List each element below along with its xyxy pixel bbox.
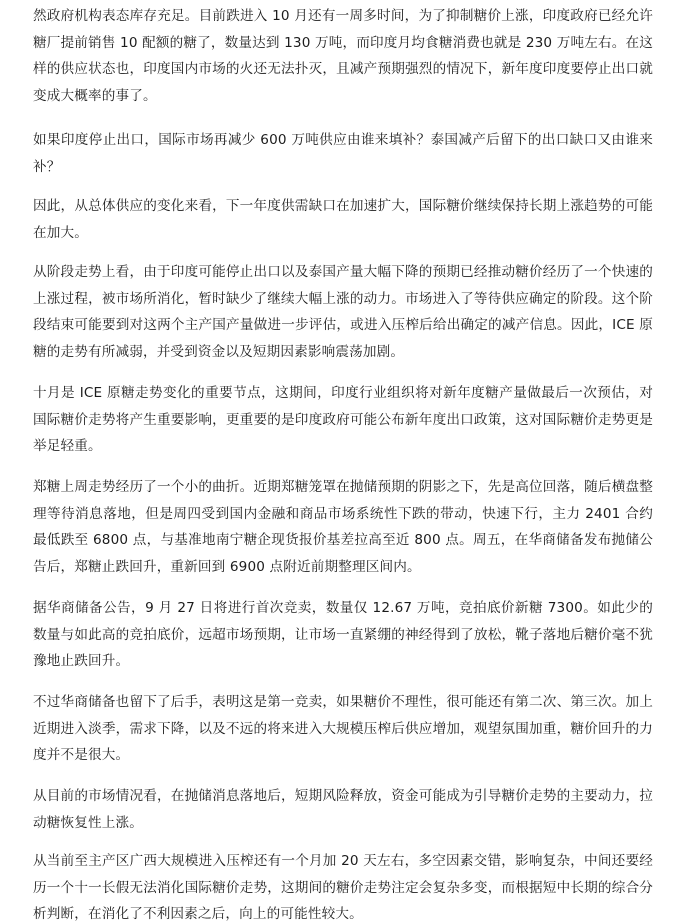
paragraph-reserve-auction: 据华商储备公告，9 月 27 日将进行首次竞卖，数量仅 12.67 万吨，竞拍底价新糖 7300。如此少的数量与如此高的竞拍底价，远超市场预期，让市场一直紧绷的神经得到了放松，靴子落地后糖价毫不犹豫地止跌回升。 (33, 600, 653, 669)
paragraph-india-supply: 然政府机构表态库存充足。目前跌进入 10 月还有一周多时间，为了抑制糖价上涨，印度政府已经允许糖厂提前销售 10 配额的糖了，数量达到 130 万吨，而印度月均食糖消费也就是 230 万吨左右。在这样的供应状态也，印度国内市场的火还无法扑灭，且减产预期强烈的情况下，新年度印度要停止出口就变成大概率的事了。 (33, 8, 653, 104)
paragraph-pressing-season: 从当前至主产区广西大规模进入压榨还有一个月加 20 天左右，多空因素交错，影响复杂，中间还要经历一个十一长假无法消化国际糖价走势，这期间的糖价走势注定会复杂多变，而根据短中长期的综合分析判断，在消化了不利因素之后，向上的可能性较大。 (33, 853, 653, 922)
paragraph-reserve-backup: 不过华商储备也留下了后手，表明这是第一竞卖，如果糖价不理性，很可能还有第二次、第三次。加上近期进入淡季，需求下降，以及不远的将来进入大规模压榨后供应增加，观望氛围加重，糖价回升的力度并不是很大。 (33, 694, 653, 763)
paragraph-zhengzhou-sugar: 郑糖上周走势经历了一个小的曲折。近期郑糖笼罩在抛储预期的阴影之下，先是高位回落，随后横盘整理等待消息落地，但是周四受到国内金融和商品市场系统性下跌的带动，快速下行，主力 2401 合约最低跌至 6800 点，与基准地南宁糖企现货报价基差拉高至近 800 点。周五，在华商储备发布抛储公告后，郑糖止跌回升，重新回到 6900 点附近前期整理区间内。 (33, 479, 653, 575)
paragraph-export-gap-question: 如果印度停止出口，国际市场再减少 600 万吨供应由谁来填补？泰国减产后留下的出口缺口又由谁来补？ (33, 132, 653, 175)
paragraph-stage-trend: 从阶段走势上看，由于印度可能停止出口以及泰国产量大幅下降的预期已经推动糖价经历了一个快速的上涨过程，被市场所消化，暂时缺少了继续大幅上涨的动力。市场进入了等待供应确定的阶段。这个阶段结束可能要到对这两个主产国产量做进一步评估，或进入压榨后给出确定的减产信息。因此，ICE 原糖的走势有所减弱，并受到资金以及短期因素影响震荡加剧。 (33, 264, 653, 360)
paragraph-supply-gap-trend: 因此，从总体供应的变化来看，下一年度供需缺口在加速扩大，国际糖价继续保持长期上涨趋势的可能在加大。 (33, 198, 653, 241)
paragraph-market-outlook: 从目前的市场情况看，在抛储消息落地后，短期风险释放，资金可能成为引导糖价走势的主要动力，拉动糖恢复性上涨。 (33, 788, 653, 831)
paragraph-october-node: 十月是 ICE 原糖走势变化的重要节点，这期间，印度行业组织将对新年度糖产量做最后一次预估，对国际糖价走势将产生重要影响，更重要的是印度政府可能公布新年度出口政策，这对国际糖价走势更是举足轻重。 (33, 385, 653, 454)
